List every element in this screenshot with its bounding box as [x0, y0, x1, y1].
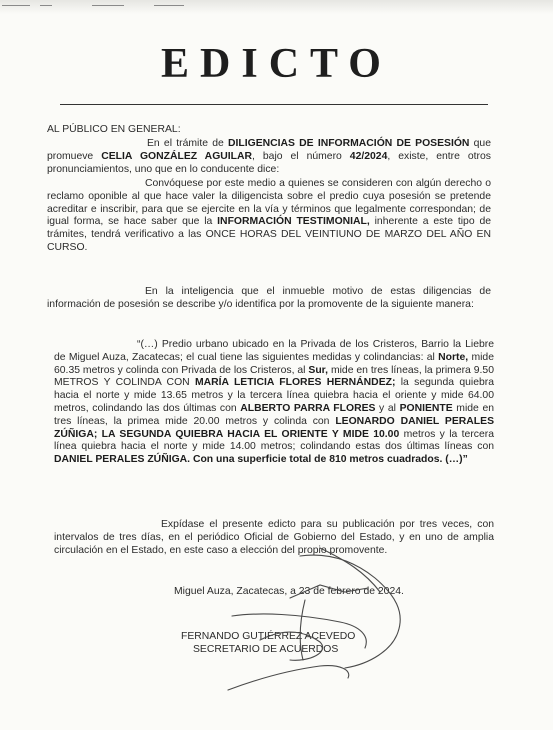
neighbor-name: ALBERTO PARRA FLORES — [240, 402, 376, 414]
scan-top-edge — [0, 0, 553, 14]
paragraph-case-intro — [47, 138, 491, 176]
paragraph-property-description — [54, 339, 494, 467]
document-title: EDICTO — [161, 41, 392, 87]
title-divider — [60, 104, 488, 105]
place-and-date: Miguel Auza, Zacatecas, a 23 de febrero de 2024. — [174, 586, 404, 597]
neighbor-name: LEONARDO DANIEL PERALES ZÚÑIGA; LA SEGUNDA QUIEBRA HACIA EL ORIENTE Y MIDE 10.00 — [54, 415, 495, 440]
text: En la inteligencia que el inmueble motivo de estas diligencias de información de posesión se describe y/o identifica por la promovente de la siguiente manera: — [47, 286, 491, 310]
signer-name: FERNANDO GUTIÉRREZ ACEVEDO — [181, 631, 356, 642]
case-number: 42/2024 — [349, 150, 388, 162]
text: que promueve — [47, 138, 491, 162]
case-type: DILIGENCIAS DE INFORMACIÓN DE POSESIÓN — [227, 138, 470, 149]
text: mide en tres líneas, la primea mide 20.00 metros y colinda con — [54, 402, 495, 427]
paragraph-summons — [47, 178, 491, 255]
north-label: Norte, — [438, 351, 469, 363]
text: “(…) Predio urbano ubicado en la Privada de los Cristeros, Barrio la Liebre de Miguel Auza, Zacatecas; el cual tiene las siguientes medidas y colindancias: al — [54, 339, 494, 363]
scan-mark — [40, 5, 52, 6]
text: , existe, entre otros pronunciamientos, uno que en lo conducente dice: — [47, 150, 491, 175]
south-label: Sur, — [308, 364, 329, 376]
text: metros y la tercera línea quiebra hacia el norte y mide 14.00 metros; colindando estas dos últimas líneas con — [54, 428, 494, 453]
paragraph-property-intro — [47, 286, 491, 312]
neighbor-name: MARÍA LETICIA FLORES HERNÁNDEZ; — [194, 377, 396, 389]
scan-mark — [2, 5, 30, 6]
scan-mark — [154, 5, 184, 6]
text: Convóquese por este medio a quienes se consideren con algún derecho o reclamo oponible al que hace valer la diligencista sobre el predio cuya posesión se pretende acreditar e inscribir, para que se ejercite en la vía y términos que legalmente correspondan; de igual forma, se hace saber que la — [47, 178, 491, 228]
text: Expídase el presente edicto para su publicación por tres veces, con intervalos de tres días, en el periódico Oficial de Gobierno del Estado, y en uno de amplia circulación en el Estado, en este caso a elección del propio promovente. — [54, 519, 494, 556]
text: la segunda quiebra hacia el norte y mide 13.65 metros y la tercera línea quiebra hacia el oriente y mide 64.00 metros, colindando las dos últimas con — [54, 377, 494, 414]
text: mide 60.35 metros y colinda con Privada de los Cristeros, al — [54, 351, 494, 376]
promoter-name: CELIA GONZÁLEZ AGUILAR — [101, 150, 253, 162]
text: mide en tres líneas, la primera 9.50 METROS Y COLINDA CON — [54, 364, 494, 389]
text: y al — [375, 402, 400, 414]
west-label: PONIENTE — [399, 402, 453, 414]
testimonial-info: INFORMACIÓN TESTIMONIAL, — [217, 216, 370, 228]
text: inherente a este tipo de trámites, tendrá verificativo a las ONCE HORAS DEL VEINTIUNO DE MARZO DEL AÑO EN CURSO. — [47, 216, 492, 253]
text: , bajo el número — [252, 150, 350, 162]
text: En el trámite de — [147, 138, 228, 149]
signer-title: SECRETARIO DE ACUERDOS — [193, 644, 339, 655]
paragraph-publication-order — [54, 519, 494, 557]
salutation: AL PÚBLICO EN GENERAL: — [47, 124, 181, 135]
scan-mark — [92, 5, 124, 6]
neighbor-and-area: DANIEL PERALES ZÚÑIGA. Con una superficie total de 810 metros cuadrados. (…)” — [54, 454, 468, 466]
